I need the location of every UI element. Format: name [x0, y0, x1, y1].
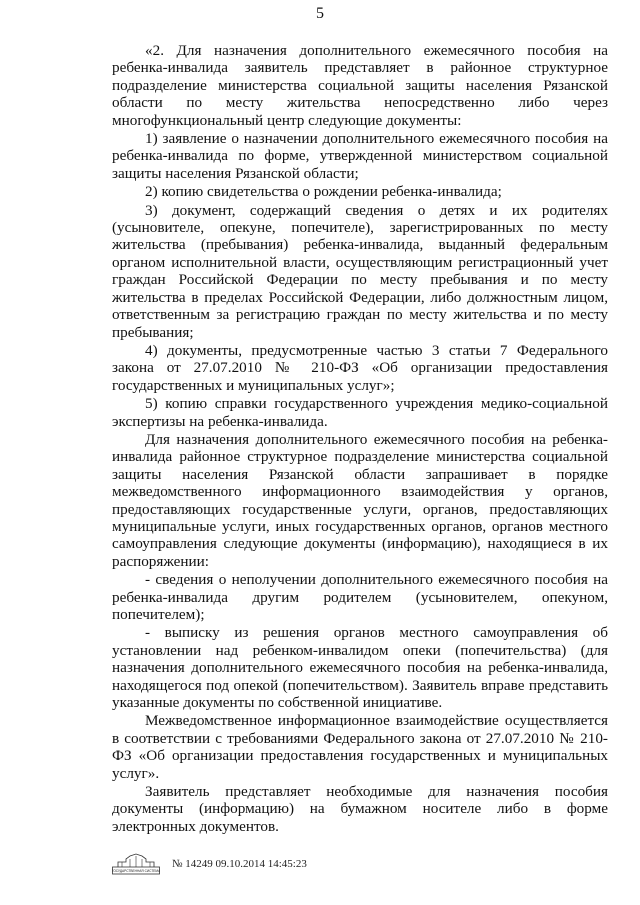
- paragraph-item-5: 5) копию справки государственного учреждения медико-социальной экспертизы на ребенка-инвалида.: [112, 395, 608, 430]
- paragraph-bullet-2: - выписку из решения органов местного самоуправления об установлении над ребенком-инвалидом опеки (попечительства) (для назначения дополнительного ежемесячного пособия на ребенка-инвалида, находящегося под опекой (попечительством). Заявитель вправе представить указанные документы по собственной инициативе.: [112, 624, 608, 712]
- document-registration-info: № 14249 09.10.2014 14:45:23: [172, 858, 307, 870]
- paragraph-item-4: 4) документы, предусмотренные частью 3 статьи 7 Федерального закона от 27.07.2010 № 210-ФЗ «Об организации предоставления государственных и муниципальных услуг»;: [112, 341, 608, 394]
- paragraph-item-1: 1) заявление о назначении дополнительного ежемесячного пособия на ребенка-инвалида по форме, утвержденной министерством социальной защиты населения Рязанской области;: [112, 130, 608, 182]
- page-number: 5: [316, 5, 324, 22]
- document-body: [112, 42, 608, 836]
- paragraph-item-3: 3) документ, содержащий сведения о детях и их родителях (усыновителе, опекуне, попечителе), зарегистрированных по месту жительства (пребывания) ребенка-инвалида, выданный федеральным органом исполнительной власти, осуществляющим регистрационный учет граждан Российской Федерации по месту пребывания и по месту жительства в пределах Российской Федерации, либо должностным лицом, ответственным за регистрацию граждан по месту жительства и по месту пребывания;: [112, 201, 608, 341]
- paragraph-bullet-1: - сведения о неполучении дополнительного ежемесячного пособия на ребенка-инвалида другим родителем (усыновителем, опекуном, попечителем);: [112, 571, 608, 623]
- document-footer: [112, 852, 307, 876]
- paragraph-interaction: Межведомственное информационное взаимодействие осуществляется в соответствии с требованиями Федерального закона от 27.07.2010 № 210-ФЗ «Об организации предоставления государственных и муниципальных услуг».: [112, 712, 608, 782]
- registry-stamp-icon: [112, 853, 160, 875]
- paragraph-interagency-request: Для назначения дополнительного ежемесячного пособия на ребенка-инвалида районное структурное подразделение министерства социальной защиты населения Рязанской области запрашивает в порядке межведомственного информационного взаимодействия у органов, предоставляющих государственные услуги, органов, предоставляющих муниципальные услуги, иных государственных органов, органов местного самоуправления следующие документы (информацию), находящиеся в их распоряжении:: [112, 430, 608, 570]
- paragraph-intro: «2. Для назначения дополнительного ежемесячного пособия на ребенка-инвалида заявитель представляет в районное структурное подразделение министерства социальной защиты населения Рязанской области по месту жительства непосредственно либо через многофункциональный центр следующие документы:: [112, 42, 608, 129]
- stamp-label: ГОСУДАРСТВЕННАЯ СИСТЕМА: [112, 869, 160, 874]
- paragraph-item-2: 2) копию свидетельства о рождении ребенка-инвалида;: [145, 183, 502, 201]
- paragraph-applicant: Заявитель представляет необходимые для назначения пособия документы (информацию) на бумажном носителе либо в форме электронных документов.: [112, 783, 608, 835]
